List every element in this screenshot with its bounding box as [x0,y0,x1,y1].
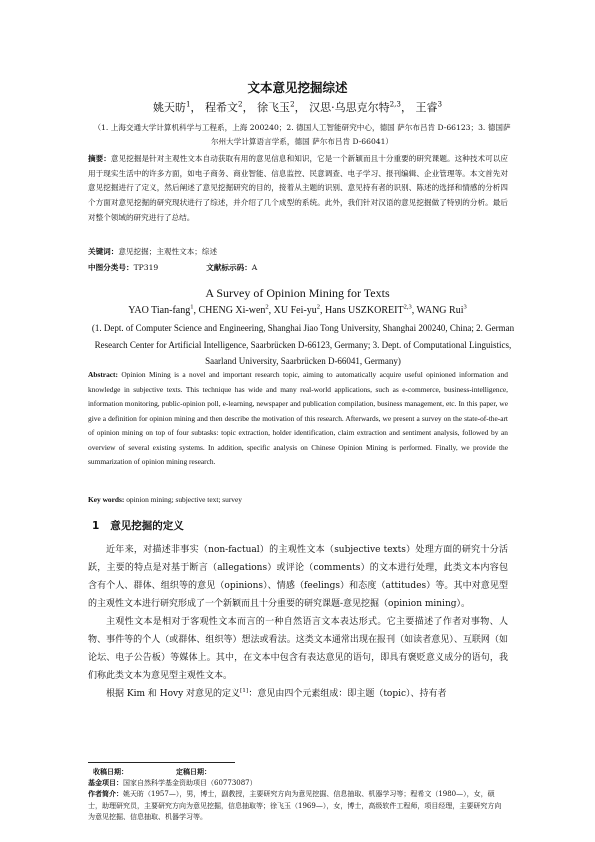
paper-title-english: A Survey of Opinion Mining for Texts [205,286,390,300]
author-affiliation-mark: 2,3 [389,99,401,109]
body-text [88,541,508,703]
keywords-label: Key words: [88,495,125,504]
affiliations-english: (1. Dept. of Computer Science and Engineering, Shanghai Jiao Tong University, Shanghai 200240, China; 2. German Research Center for Artificial Intelligence, Saarbrücken D-66123, Germany; 3. Dept. of Computational Linguistics, Saarland University, Saarbrücken D-66041, Germany) [91,323,515,366]
paragraph-text: 根据 Kim 和 Hovy 对意见的定义 [106,689,241,699]
author-name: YAO Tian-fang [128,305,191,316]
paragraph-text: ：意见由四个元素组成：即主题（topic）、持有者 [248,689,447,699]
clc-value: TP319 [133,263,159,272]
classification-line [88,262,257,273]
section-heading [92,518,184,533]
author-bio [88,789,508,823]
footnotes [88,767,508,823]
author-affiliation-mark: 3 [463,303,467,311]
keywords-text: opinion mining; subjective text; survey [126,495,242,504]
keywords-text: 意见挖掘；主观性文本；综述 [118,247,218,256]
affiliations-chinese: （1. 上海交通大学计算机科学与工程系，上海 200240；2. 德国人工智能研究中心，德国 萨尔布吕肯 D-66123；3. 德国萨尔州大学计算语言学系，德国 萨尔布吕肯 D-66041） [93,123,511,146]
abstract-label: Abstract: [88,370,118,379]
fund-text: 国家自然科学基金资助项目（60773087） [123,779,257,788]
fund-line [88,778,508,789]
body-paragraph [88,685,508,703]
author-name: 姚天昉 [152,101,186,114]
author-list-chinese: 姚天昉$^1$， 程希文$^2$， 徐飞玉$^2$， 汉思·乌思克尔特$^{2,3}$， 王睿$^3$ [152,99,443,114]
citation-mark: [1] [240,688,249,694]
author-name: 汉思·乌思克尔特 [309,101,390,114]
keywords-chinese [88,246,217,257]
received-date-label: 收稿日期： [93,768,128,776]
abstract-chinese [88,152,508,226]
author-affiliation-mark: 2 [316,303,320,311]
author-affiliation-mark: 2 [238,99,243,109]
author-name: XU Fei-yu [273,305,317,316]
author-name: Hans USZKOREIT [324,305,404,316]
body-paragraph: 主观性文本是相对于客观性文本而言的一种自然语言文本表达形式。它主要描述了作者对事物、人物、事件等的个人（或群体、组织等）想法或看法。这类文本通常出现在报刊（如读者意见）、互联网（如论坛、电子公告板）等媒体上。其中，在文本中包含有表达意见的语句，即具有褒贬意义成分的语句，我们称此类文本为意见型主观性文本。 [88,617,508,681]
doc-code-value: A [251,263,258,272]
keywords-label: 关键词： [88,247,119,256]
bio-label: 作者简介： [88,790,123,799]
doc-code-label: 文献标示码： [206,263,252,272]
section-title: 意见挖掘的定义 [110,520,184,532]
author-name: WANG Rui [416,305,464,316]
revised-date-label: 定稿日期： [176,768,211,776]
fund-label: 基金项目： [88,779,123,788]
body-paragraph: 近年来，对描述非事实（non-factual）的主观性文本（subjective texts）处理方面的研究十分活跃，主要的特点是对基于断言（allegations）或评论（comments）的文本进行处理，此类文本内容包含有个人、群体、组织等的意见（opinions）、情感（feelings）和态度（attitudes）等。其中对意见型的主观性文本进行研究形成了一个新颖而且十分重要的研究课题-意见挖掘（opinion mining）。 [88,545,508,609]
author-affiliation-mark: 3 [437,99,443,109]
author-name: 徐飞玉 [257,101,291,114]
author-list-english: YAO Tian-fang$^1$, CHENG Xi-wen$^2$, XU Fei-$yu^2$, Hans USZKOREIT$^{2,3}$, WANG Rui$^3$ [128,303,467,316]
paper-title-chinese: 文本意见挖掘综述 [247,80,348,95]
bio-text: 姚天昉（1957—），男，博士，副教授，主要研究方向为意见挖掘、信息抽取、机器学习等；程希文（1980—），女，硕士，助理研究员，主要研究方向为意见挖掘，信息抽取等；徐飞玉（1969—），女，博士，高级软件工程师，项目经理，主要研究方向为意见挖掘、信息抽取、机器学习等。 [88,790,502,821]
abstract-text: Opinion Mining is a novel and important research topic, aiming to automatically acquire useful opinioned information and knowledge in subjective texts. This technique has wide and many real-world applications, such as e-commerce, business-intelligence, information monitoring, public-opinion poll, e-learning, newspaper and publication compilation, business management, etc. In this paper, we give a definition for opinion mining and then describe the motivation of this research. Afterwards, we present a survey on the state-of-the-art of opinion mining on top of four subtasks: topic extraction, holder identification, claim extraction and sentiment analysis, followed by an overview of several existing systems. In addition, specific analysis on Chinese Opinion Mining is performed. Finally, we provide the summarization of opinion mining research. [88,370,508,466]
author-affiliation-mark: 1 [185,99,191,109]
author-affiliation-mark: 2 [290,99,295,109]
footnote-divider [88,762,235,763]
author-name: 程希文 [205,101,239,114]
abstract-text: 意见挖掘是针对主观性文本自动获取有用的意见信息和知识，它是一个新颖而且十分重要的研究课题。这种技术可以应用于现实生活中的许多方面，如电子商务、商业智能、信息监控、民意调查、电子学习、报刊编辑、企业管理等。本文首先对意见挖掘进行了定义，然后阐述了意见挖掘研究的目的，接着从主题的识别、意见持有者的识别、陈述的选择和情感的分析四个方面对意见挖掘的研究现状进行了综述，并介绍了几个成型的系统。此外，我们针对汉语的意见挖掘做了特别的分析。最后对整个领域的研究进行了总结。 [88,154,509,222]
abstract-english [88,368,508,470]
author-affiliation-mark: 2 [265,303,269,311]
author-affiliation-mark: 2,3 [403,303,412,311]
dates-line [88,767,508,778]
clc-label: 中图分类号： [88,263,134,272]
author-name: 王睿 [415,101,438,114]
abstract-label: 摘要： [88,154,111,163]
author-name: CHENG Xi-wen [198,305,266,316]
section-number: 1 [92,520,100,532]
author-affiliation-mark: 1 [190,303,194,311]
keywords-english [88,495,242,504]
